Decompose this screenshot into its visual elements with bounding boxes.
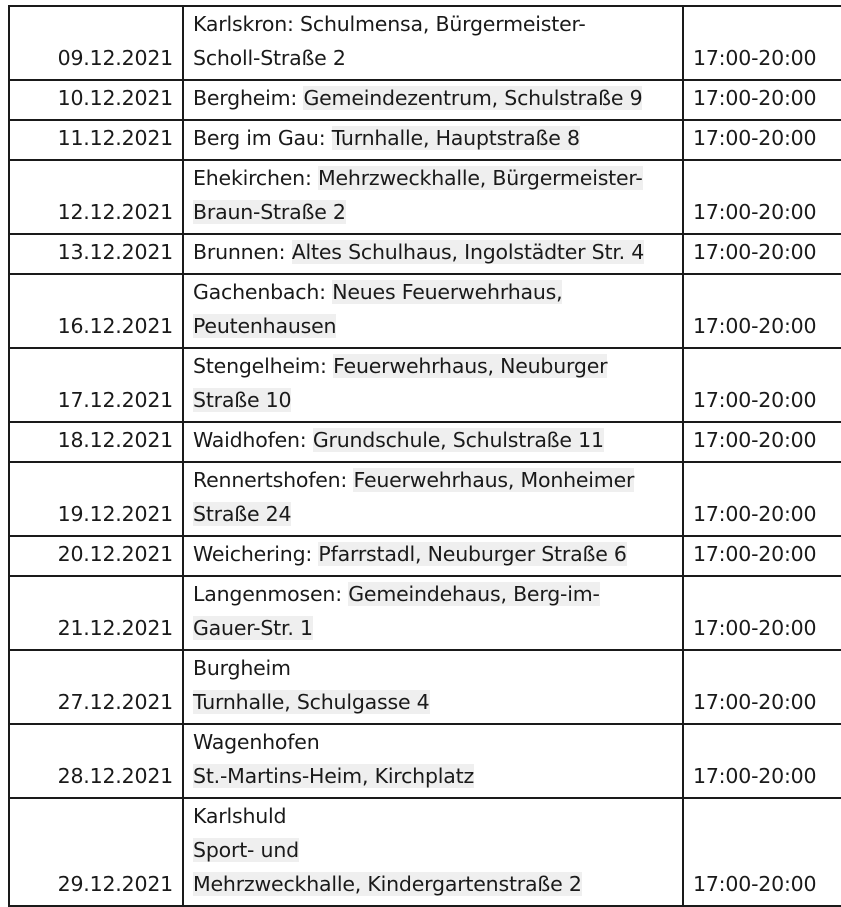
time-cell: 17:00-20:00 <box>683 650 841 724</box>
place-text: Ehekirchen: <box>193 166 318 190</box>
venue-text: Feuerwehrhaus, Neuburger <box>333 354 608 378</box>
location-line <box>193 651 673 685</box>
date-cell: 17.12.2021 <box>9 348 183 422</box>
table-row <box>9 160 841 234</box>
date-cell: 20.12.2021 <box>9 536 183 576</box>
location-cell <box>183 536 683 576</box>
venue-text: Straße 24 <box>193 502 292 526</box>
place-text: Wagenhofen <box>193 730 320 754</box>
table-row <box>9 536 841 576</box>
location-line <box>193 577 673 611</box>
date-cell: 28.12.2021 <box>9 724 183 798</box>
place-text: Karlskron: Schulmensa, Bürgermeister- <box>193 12 586 36</box>
location-line <box>193 235 673 269</box>
date-cell: 13.12.2021 <box>9 234 183 274</box>
venue-text: Sport- und <box>193 838 299 862</box>
date-cell: 19.12.2021 <box>9 462 183 536</box>
place-text: Burgheim <box>193 656 291 680</box>
location-cell <box>183 234 683 274</box>
location-line <box>193 275 673 309</box>
schedule-table <box>8 5 841 907</box>
location-cell <box>183 798 683 906</box>
time-cell: 17:00-20:00 <box>683 462 841 536</box>
place-text: Weichering: <box>193 542 319 566</box>
time-cell: 17:00-20:00 <box>683 422 841 462</box>
place-text: Stengelheim: <box>193 354 334 378</box>
location-line <box>193 833 673 867</box>
location-line <box>193 349 673 383</box>
time-cell: 17:00-20:00 <box>683 274 841 348</box>
venue-text: Braun-Straße 2 <box>193 200 346 224</box>
venue-text: Straße 10 <box>193 388 292 412</box>
date-cell: 11.12.2021 <box>9 120 183 160</box>
location-line <box>193 725 673 759</box>
location-line <box>193 497 673 531</box>
date-cell: 27.12.2021 <box>9 650 183 724</box>
date-cell: 16.12.2021 <box>9 274 183 348</box>
table-row <box>9 462 841 536</box>
location-line <box>193 161 673 195</box>
location-line <box>193 867 673 901</box>
location-line <box>193 423 673 457</box>
place-text: Bergheim: <box>193 86 304 110</box>
date-cell: 09.12.2021 <box>9 6 183 80</box>
location-line <box>193 537 673 571</box>
table-row <box>9 80 841 120</box>
time-cell: 17:00-20:00 <box>683 348 841 422</box>
venue-text: Peutenhausen <box>193 314 337 338</box>
venue-text: Grundschule, Schulstraße 11 <box>312 428 604 452</box>
place-text: Karlshuld <box>193 804 287 828</box>
location-line <box>193 799 673 833</box>
venue-text: Turnhalle, Schulgasse 4 <box>193 690 430 714</box>
venue-text: Gemeindezentrum, Schulstraße 9 <box>303 86 643 110</box>
table-row <box>9 6 841 80</box>
place-text: Gachenbach: <box>193 280 333 304</box>
table-row <box>9 422 841 462</box>
time-cell: 17:00-20:00 <box>683 6 841 80</box>
time-cell: 17:00-20:00 <box>683 536 841 576</box>
date-cell: 21.12.2021 <box>9 576 183 650</box>
location-line <box>193 7 673 41</box>
location-line <box>193 195 673 229</box>
place-text: Rennertshofen: <box>193 468 354 492</box>
table-row <box>9 576 841 650</box>
location-line <box>193 463 673 497</box>
venue-text: Neues Feuerwehrhaus, <box>332 280 563 304</box>
table-row <box>9 798 841 906</box>
location-cell <box>183 348 683 422</box>
venue-text: Mehrzweckhalle, Kindergartenstraße 2 <box>193 872 582 896</box>
location-cell <box>183 160 683 234</box>
venue-text: Gauer-Str. 1 <box>193 616 313 640</box>
time-cell: 17:00-20:00 <box>683 160 841 234</box>
schedule-body <box>9 6 841 906</box>
time-cell: 17:00-20:00 <box>683 576 841 650</box>
venue-text: Altes Schulhaus, Ingolstädter Str. 4 <box>291 240 645 264</box>
time-cell: 17:00-20:00 <box>683 234 841 274</box>
date-cell: 10.12.2021 <box>9 80 183 120</box>
location-line <box>193 383 673 417</box>
location-cell <box>183 80 683 120</box>
location-cell <box>183 724 683 798</box>
place-text: Langenmosen: <box>193 582 349 606</box>
time-cell: 17:00-20:00 <box>683 80 841 120</box>
location-cell <box>183 6 683 80</box>
location-line <box>193 685 673 719</box>
table-row <box>9 650 841 724</box>
venue-text: Mehrzweckhalle, Bürgermeister- <box>318 166 643 190</box>
location-cell <box>183 422 683 462</box>
location-cell <box>183 576 683 650</box>
location-cell <box>183 120 683 160</box>
venue-text: Pfarrstadl, Neuburger Straße 6 <box>318 542 627 566</box>
table-row <box>9 724 841 798</box>
location-line <box>193 81 673 115</box>
location-cell <box>183 274 683 348</box>
venue-text: Gemeindehaus, Berg-im- <box>348 582 600 606</box>
location-line <box>193 309 673 343</box>
location-line <box>193 41 673 75</box>
place-text: Scholl-Straße 2 <box>193 46 346 70</box>
location-cell <box>183 650 683 724</box>
time-cell: 17:00-20:00 <box>683 798 841 906</box>
location-line <box>193 759 673 793</box>
date-cell: 18.12.2021 <box>9 422 183 462</box>
location-line <box>193 611 673 645</box>
table-row <box>9 274 841 348</box>
date-cell: 29.12.2021 <box>9 798 183 906</box>
venue-text: St.-Martins-Heim, Kirchplatz <box>193 764 475 788</box>
venue-text: Feuerwehrhaus, Monheimer <box>353 468 635 492</box>
place-text: Brunnen: <box>193 240 292 264</box>
time-cell: 17:00-20:00 <box>683 724 841 798</box>
table-row <box>9 234 841 274</box>
place-text: Waidhofen: <box>193 428 313 452</box>
location-line <box>193 121 673 155</box>
location-cell <box>183 462 683 536</box>
place-text: Berg im Gau: <box>193 126 332 150</box>
venue-text: Turnhalle, Hauptstraße 8 <box>331 126 580 150</box>
date-cell: 12.12.2021 <box>9 160 183 234</box>
table-row <box>9 348 841 422</box>
time-cell: 17:00-20:00 <box>683 120 841 160</box>
table-row <box>9 120 841 160</box>
